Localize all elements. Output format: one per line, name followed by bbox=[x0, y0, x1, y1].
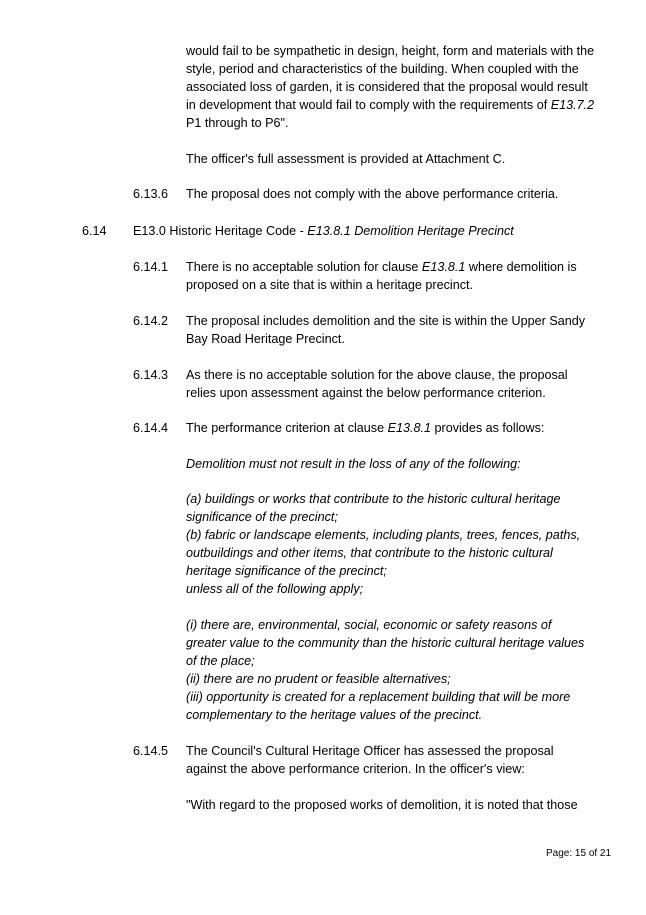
clause-reference: E13.8.1 bbox=[421, 260, 466, 274]
clause-reference: E13.7.2 bbox=[550, 98, 595, 112]
criterion-intro: Demolition must not result in the loss of any of the following: bbox=[186, 457, 521, 471]
heading-italic: E13.8.1 Demolition Heritage Precinct bbox=[307, 224, 514, 238]
criterion-line: significance of the precinct; bbox=[186, 510, 338, 524]
text-line: against the above performance criterion. In the officer's view: bbox=[186, 762, 525, 776]
criterion-line: unless all of the following apply; bbox=[186, 582, 364, 596]
section-number: 6.14.4 bbox=[133, 421, 169, 435]
section-number: 6.14.3 bbox=[133, 368, 169, 382]
section-text bbox=[186, 419, 544, 437]
text-line: style, period and characteristics of the building. When coupled with the bbox=[186, 62, 579, 76]
criterion-line: (a) buildings or works that contribute to the historic cultural heritage bbox=[186, 492, 561, 506]
section-text: The proposal does not comply with the above performance criteria. bbox=[186, 187, 559, 201]
criterion-line: (i) there are, environmental, social, economic or safety reasons of bbox=[186, 618, 552, 632]
text-line bbox=[186, 258, 577, 276]
text-span: where demolition is bbox=[465, 260, 577, 274]
text-line: As there is no acceptable solution for the above clause, the proposal bbox=[186, 368, 568, 382]
text-span: There is no acceptable solution for clause bbox=[186, 260, 422, 274]
section-text bbox=[186, 366, 568, 402]
section-number: 6.14 bbox=[82, 224, 107, 238]
text-span: The performance criterion at clause bbox=[186, 421, 388, 435]
text-span: in development that would fail to comply with the requirements of bbox=[186, 98, 551, 112]
section-number: 6.14.1 bbox=[133, 260, 169, 274]
criterion-line: (b) fabric or landscape elements, including plants, trees, fences, paths, bbox=[186, 528, 581, 542]
continuation-paragraph bbox=[186, 42, 594, 132]
text-span: provides as follows: bbox=[431, 421, 545, 435]
text-line: associated loss of garden, it is considered that the proposal would result bbox=[186, 80, 588, 94]
section-number: 6.14.2 bbox=[133, 314, 169, 328]
criterion-line: complementary to the heritage values of the precinct. bbox=[186, 708, 483, 722]
quote-start: "With regard to the proposed works of demolition, it is noted that those bbox=[186, 798, 578, 812]
attachment-note: The officer's full assessment is provided at Attachment C. bbox=[186, 152, 506, 166]
criterion-line: outbuildings and other items, that contribute to the historic cultural bbox=[186, 546, 553, 560]
text-line: relies upon assessment against the below performance criterion. bbox=[186, 386, 546, 400]
section-number: 6.14.5 bbox=[133, 744, 169, 758]
text-line: would fail to be sympathetic in design, height, form and materials with the bbox=[186, 44, 595, 58]
text-line: The proposal includes demolition and the site is within the Upper Sandy bbox=[186, 314, 586, 328]
section-text bbox=[186, 742, 554, 778]
section-heading bbox=[133, 222, 514, 240]
heading-text: E13.0 Historic Heritage Code - bbox=[133, 224, 308, 238]
criterion-line: greater value to the community than the historic cultural heritage values bbox=[186, 636, 585, 650]
criterion-line: of the place; bbox=[186, 654, 255, 668]
text-line: Bay Road Heritage Precinct. bbox=[186, 332, 345, 346]
criterion-line: (iii) opportunity is created for a replacement building that will be more bbox=[186, 690, 571, 704]
criterion-line: (ii) there are no prudent or feasible alternatives; bbox=[186, 672, 451, 686]
text-line bbox=[186, 96, 594, 114]
section-text bbox=[186, 312, 585, 348]
section-number: 6.13.6 bbox=[133, 187, 169, 201]
text-line: proposed on a site that is within a heritage precinct. bbox=[186, 278, 474, 292]
text-line: The Council's Cultural Heritage Officer has assessed the proposal bbox=[186, 744, 554, 758]
page-number: Page: 15 of 21 bbox=[546, 848, 612, 859]
criterion-list-a bbox=[186, 490, 580, 598]
criterion-list-b bbox=[186, 616, 584, 724]
criterion-line: heritage significance of the precinct; bbox=[186, 564, 387, 578]
clause-reference: E13.8.1 bbox=[387, 421, 432, 435]
section-text bbox=[186, 258, 577, 294]
text-line: P1 through to P6". bbox=[186, 116, 289, 130]
